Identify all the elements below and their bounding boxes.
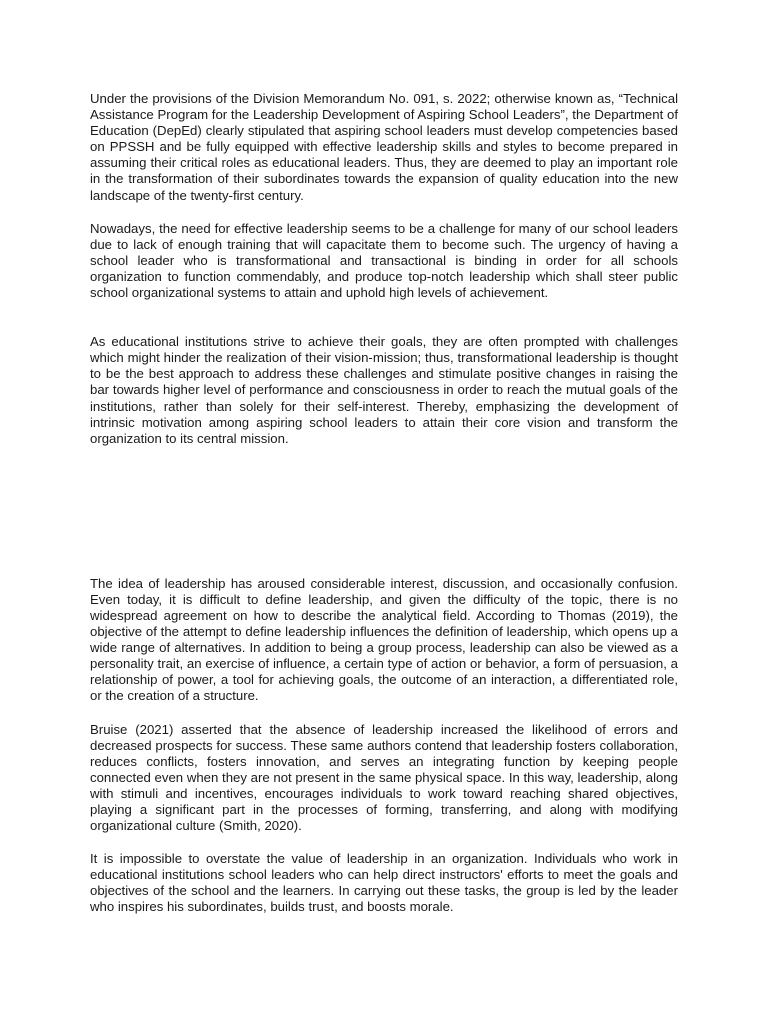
paragraph-value-of-leadership: It is impossible to overstate the value of leadership in an organization. Individuals who work in educational institutions school leaders who can help direct instructors' efforts to meet the goals and objectives of the school and the learners. In carrying out these tasks, the group is led by the leader who inspires his subordinates, builds trust, and boosts morale. bbox=[90, 851, 678, 915]
paragraph-effective-leadership-need: Nowadays, the need for effective leadership seems to be a challenge for many of our school leaders due to lack of enough training that will capacitate them to become such. The urgency of having a school leader who is transformational and transactional is binding in order for all schools organization to function commendably, and produce top-notch leadership which shall steer public school organizational systems to attain and uphold high levels of achievement. bbox=[90, 220, 678, 301]
paragraph-bruise-2021: Bruise (2021) asserted that the absence of leadership increased the likelihood of errors and decreased prospects for success. These same authors contend that leadership fosters collaboration, reduces conflicts, fosters innovation, and serves an integrating function by keeping people connected even when they are not present in the same physical space. In this way, leadership, along with stimuli and incentives, encourages individuals to work toward reaching shared objectives, playing a significant part in the processes of forming, transferring, and along with modifying organizational culture (Smith, 2020). bbox=[90, 721, 678, 834]
paragraph-transformational-leadership: As educational institutions strive to achieve their goals, they are often prompted with challenges which might hinder the realization of their vision-mission; thus, transformational leadership is thought to be the best approach to address these challenges and stimulate positive changes in raising the bar towards higher level of performance and consciousness in order to reach the mutual goals of the institutions, rather than solely for their self-interest. Thereby, emphasizing the development of intrinsic motivation among aspiring school leaders to attain their core vision and transform the organization to its central mission. bbox=[90, 334, 678, 446]
paragraph-idea-of-leadership: The idea of leadership has aroused considerable interest, discussion, and occasionally confusion. Even today, it is difficult to define leadership, and given the difficulty of the topic, there is no widespread agreement on how to describe the analytical field. According to Thomas (2019), the objective of the attempt to define leadership influences the definition of leadership, which opens up a wide range of alternatives. In addition to being a group process, leadership can also be viewed as a personality trait, an exercise of influence, a certain type of action or behavior, a form of persuasion, a relationship of power, a tool for achieving goals, the outcome of an interaction, a differentiated role, or the creation of a structure. bbox=[90, 575, 678, 704]
paragraph-division-memorandum: Under the provisions of the Division Memorandum No. 091, s. 2022; otherwise known as, “Technical Assistance Program for the Leadership Development of Aspiring School Leaders”, the Department of Education (DepEd) clearly stipulated that aspiring school leaders must develop competencies based on PPSSH and be fully equipped with effective leadership skills and styles to become prepared in assuming their critical roles as educational leaders. Thus, they are deemed to play an important role in the transformation of their subordinates towards the expansion of quality education into the new landscape of the twenty-first century. bbox=[90, 91, 678, 203]
document-page bbox=[90, 91, 678, 916]
